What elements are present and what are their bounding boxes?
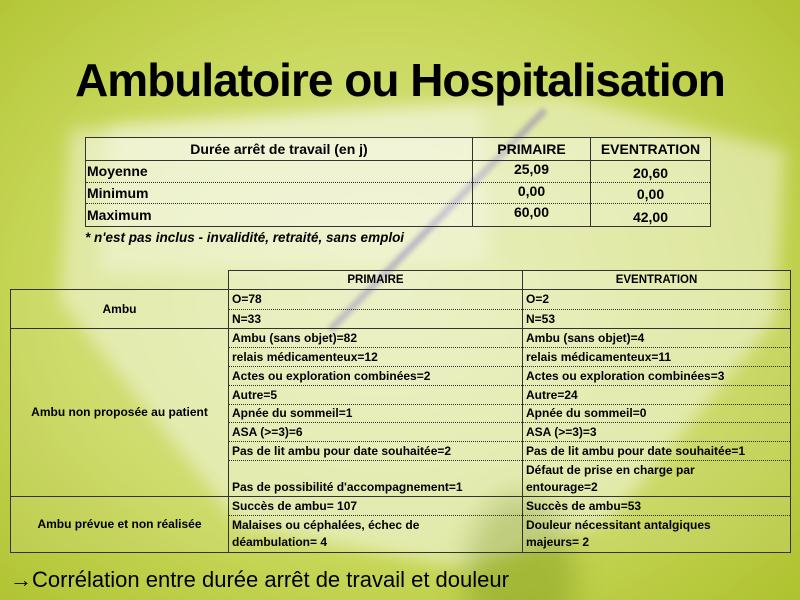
row-label: Moyenne bbox=[86, 161, 473, 183]
primaire-cell: Pas de lit ambu pour date souhaitée=2 bbox=[229, 442, 523, 461]
primaire-value: 0,00 bbox=[473, 183, 591, 204]
primaire-cell: Pas de possibilité d'accompagnement=1 bbox=[229, 461, 523, 497]
header-primaire: PRIMAIRE bbox=[229, 271, 523, 290]
empty-corner-cell bbox=[11, 271, 229, 290]
eventration-cell: Apnée du sommeil=0 bbox=[523, 405, 791, 423]
table-row bbox=[11, 329, 791, 348]
eventration-cell-container bbox=[523, 461, 791, 497]
footnote: * n'est pas inclus - invalidité, retraité, sans emploi bbox=[85, 230, 405, 245]
header-eventration: EVENTRATION bbox=[523, 271, 791, 290]
primaire-cell: ASA (>=3)=6 bbox=[229, 423, 523, 442]
primaire-cell: O=78 bbox=[229, 290, 523, 310]
row-label: Minimum bbox=[86, 183, 473, 204]
eventration-value: 20,60 bbox=[591, 161, 711, 183]
table-row bbox=[86, 161, 711, 183]
primaire-cell: Actes ou exploration combinées=2 bbox=[229, 367, 523, 386]
table-row bbox=[11, 290, 791, 310]
conclusion-text: →Corrélation entre durée arrêt de travail et douleur bbox=[10, 567, 509, 592]
header-eventration: EVENTRATION bbox=[591, 138, 711, 161]
primaire-cell: N=33 bbox=[229, 310, 523, 329]
primaire-cell: Malaises ou céphalées, échec de déambulation= 4 bbox=[232, 518, 420, 549]
group-label-not-proposed: Ambu non proposée au patient bbox=[11, 329, 229, 497]
primaire-cell-container bbox=[229, 516, 523, 553]
eventration-cell: Actes ou exploration combinées=3 bbox=[523, 367, 791, 386]
row-label: Maximum bbox=[86, 204, 473, 227]
eventration-cell: Défaut de prise en charge par entourage=2 bbox=[526, 463, 695, 494]
eventration-cell-container bbox=[523, 516, 791, 553]
primaire-value: 60,00 bbox=[473, 204, 591, 227]
primaire-cell: Ambu (sans objet)=82 bbox=[229, 329, 523, 348]
eventration-cell: Ambu (sans objet)=4 bbox=[523, 329, 791, 348]
table-row bbox=[86, 204, 711, 227]
eventration-cell: O=2 bbox=[523, 290, 791, 310]
work-stoppage-table bbox=[85, 137, 711, 227]
table-header-row bbox=[86, 138, 711, 161]
eventration-cell: relais médicamenteux=11 bbox=[523, 348, 791, 367]
primaire-cell: relais médicamenteux=12 bbox=[229, 348, 523, 367]
eventration-cell: ASA (>=3)=3 bbox=[523, 423, 791, 442]
eventration-cell: Autre=24 bbox=[523, 386, 791, 405]
primaire-cell: Autre=5 bbox=[229, 386, 523, 405]
header-duration-label: Durée arrêt de travail (en j) bbox=[86, 138, 473, 161]
table-header-row bbox=[11, 271, 791, 290]
group-label-planned-not-done: Ambu prévue et non réalisée bbox=[11, 497, 229, 553]
eventration-cell: N=53 bbox=[523, 310, 791, 329]
table-row bbox=[86, 183, 711, 204]
group-label-ambu: Ambu bbox=[11, 290, 229, 329]
header-primaire: PRIMAIRE bbox=[473, 138, 591, 161]
eventration-value: 42,00 bbox=[591, 204, 711, 227]
ambulatory-table bbox=[10, 270, 791, 553]
slide-title: Ambulatoire ou Hospitalisation bbox=[75, 54, 725, 106]
table-row bbox=[11, 497, 791, 516]
primaire-cell: Apnée du sommeil=1 bbox=[229, 405, 523, 423]
primaire-cell: Succès de ambu= 107 bbox=[229, 497, 523, 516]
primaire-value: 25,09 bbox=[473, 161, 591, 183]
eventration-cell: Pas de lit ambu pour date souhaitée=1 bbox=[523, 442, 791, 461]
eventration-cell: Succès de ambu=53 bbox=[523, 497, 791, 516]
eventration-cell: Douleur nécessitant antalgiques majeurs= 2 bbox=[526, 518, 711, 549]
eventration-value: 0,00 bbox=[591, 183, 711, 204]
